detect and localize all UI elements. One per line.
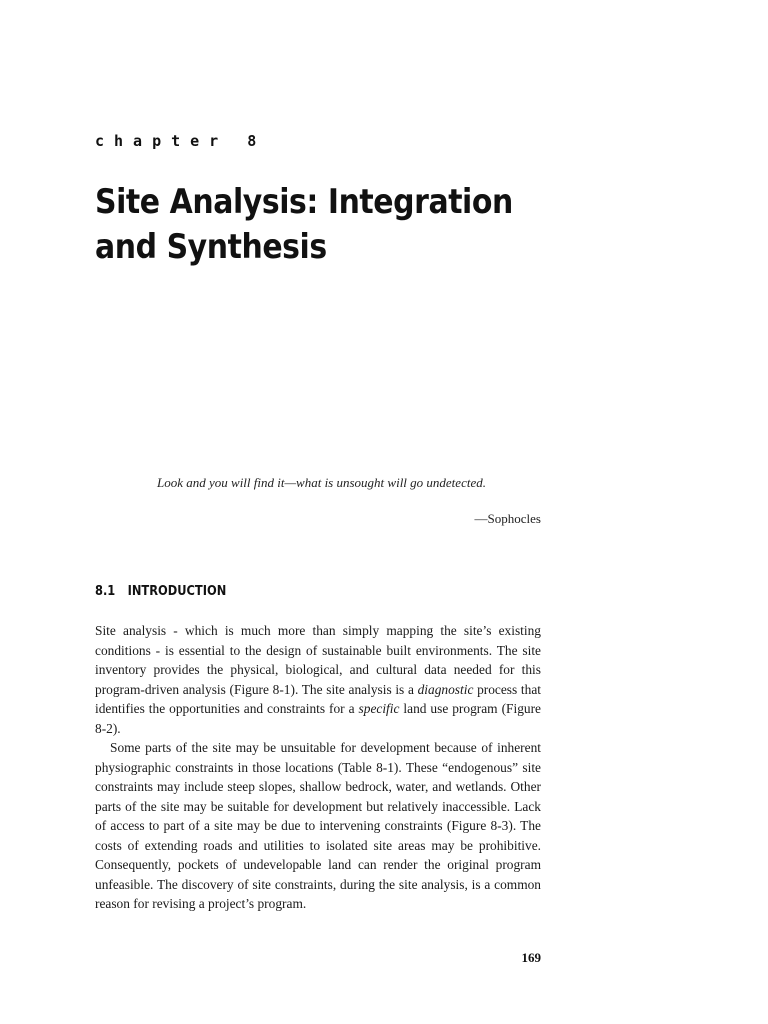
chapter-title-line-1: Site Analysis: Integration: [95, 182, 513, 222]
section-heading: [95, 583, 226, 601]
emphasis-diagnostic: diagnostic: [417, 681, 474, 697]
section-number: 8.1: [95, 584, 116, 599]
paragraph-1-part-a: Site analysis - which is much more than simply mapping the site’s existing conditions - is essential to the design of sustainable built environments. The site inventory provides the physical, biological, and cultural data needed for this program-driven analysis (Figure 8-1). The site analysis is a: [95, 623, 541, 697]
paragraph-2: Some parts of the site may be unsuitable for development because of inherent physiographic constraints in those locations (Table 8-1). These “endogenous” site constraints may include steep slopes, shallow bedrock, water, and wetlands. Other parts of the site may be suitable for development but relatively inaccessible. Lack of access to part of a site may be due to intervening constraints (Figure 8-3). The costs of extending roads and utilities to isolated site areas may be prohibitive. Consequently, pockets of undevelopable land can render the original program unfeasible. The discovery of site constraints, during the site analysis, is a common reason for revising a project’s program.: [95, 740, 541, 911]
section-title: INTRODUCTION: [127, 584, 227, 599]
chapter-title-line-2: and Synthesis: [95, 227, 327, 267]
body-text: [95, 621, 541, 914]
page-number: 169: [521, 950, 541, 965]
chapter-label: chapter 8: [95, 132, 267, 150]
epigraph-quote: Look and you will find it—what is unsought will go undetected.: [157, 475, 486, 490]
chapter-title: [95, 180, 588, 270]
paragraph-1-part-e: land use program (Figure 8-2).: [95, 701, 541, 736]
emphasis-specific: specific: [358, 701, 400, 716]
paragraph-1-part-c: process that identifies the opportunities and constraints for a: [95, 681, 541, 716]
paragraph-1: [95, 621, 541, 738]
epigraph-attribution: —Sophocles: [474, 511, 541, 526]
